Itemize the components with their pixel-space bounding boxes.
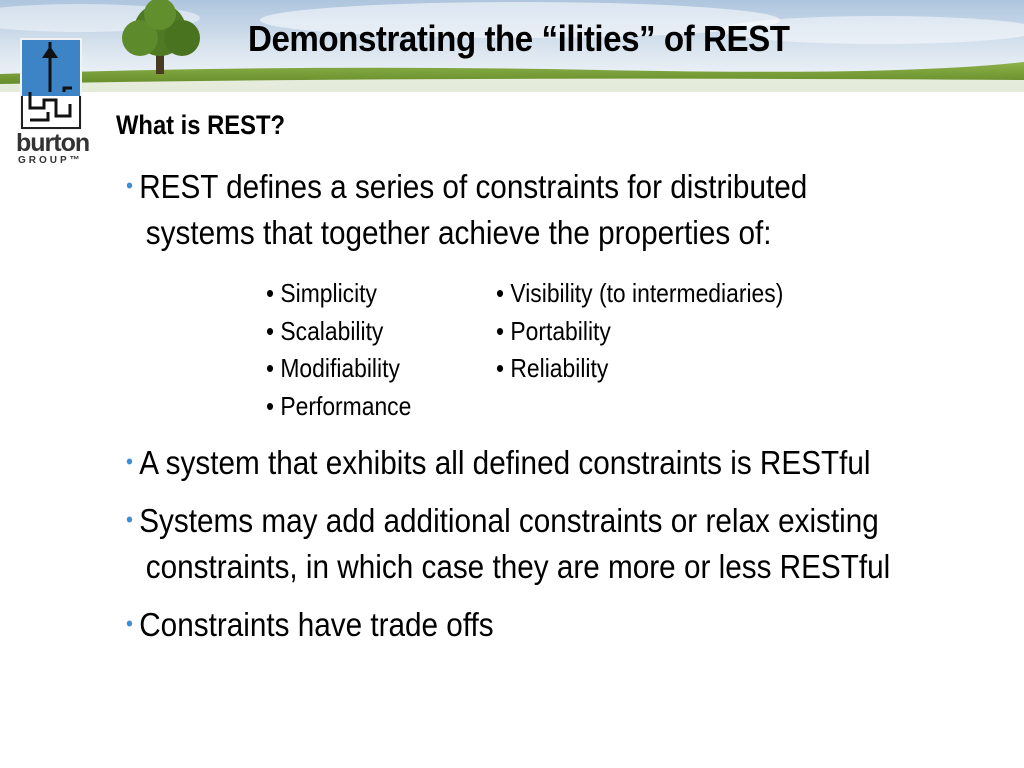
logo-subtext: GROUP™ [18, 155, 83, 166]
bullet-text-continued: constraints, in which case they are more or less RESTful [145, 548, 891, 585]
bullet-item [126, 163, 807, 256]
bullet-item [126, 497, 890, 590]
property-item: • Visibility (to intermediaries) [496, 278, 784, 308]
properties-left-column [266, 275, 411, 425]
bullet-dot-icon: • [126, 507, 133, 532]
bullet-text: A system that exhibits all defined constraints is RESTful [139, 444, 871, 481]
bullet-text: Constraints have trade offs [139, 606, 494, 643]
logo-wordmark: burton [16, 129, 90, 157]
bullet-text: REST defines a series of constraints for distributed [139, 168, 808, 205]
burton-group-logo [14, 38, 90, 178]
section-heading: What is REST? [116, 110, 285, 140]
property-item: • Simplicity [266, 278, 377, 308]
property-item: • Reliability [496, 353, 609, 383]
bullet-text: Systems may add additional constraints or relax existing [139, 502, 879, 539]
slide-title: Demonstrating the “ilities” of REST [248, 18, 790, 59]
bullet-item [126, 601, 494, 648]
property-item: • Performance [266, 390, 412, 421]
bullet-dot-icon: • [126, 449, 133, 474]
logo-mark-icon [20, 38, 82, 130]
properties-right-column [496, 275, 783, 388]
property-item: • Scalability [266, 315, 384, 346]
property-item: • Portability [496, 315, 611, 346]
bullet-dot-icon: • [126, 611, 133, 636]
bullet-text-continued: systems that together achieve the properties of: [145, 214, 772, 251]
property-item: • Modifiability [266, 353, 400, 383]
bullet-dot-icon: • [126, 173, 133, 198]
bullet-item [126, 439, 871, 486]
